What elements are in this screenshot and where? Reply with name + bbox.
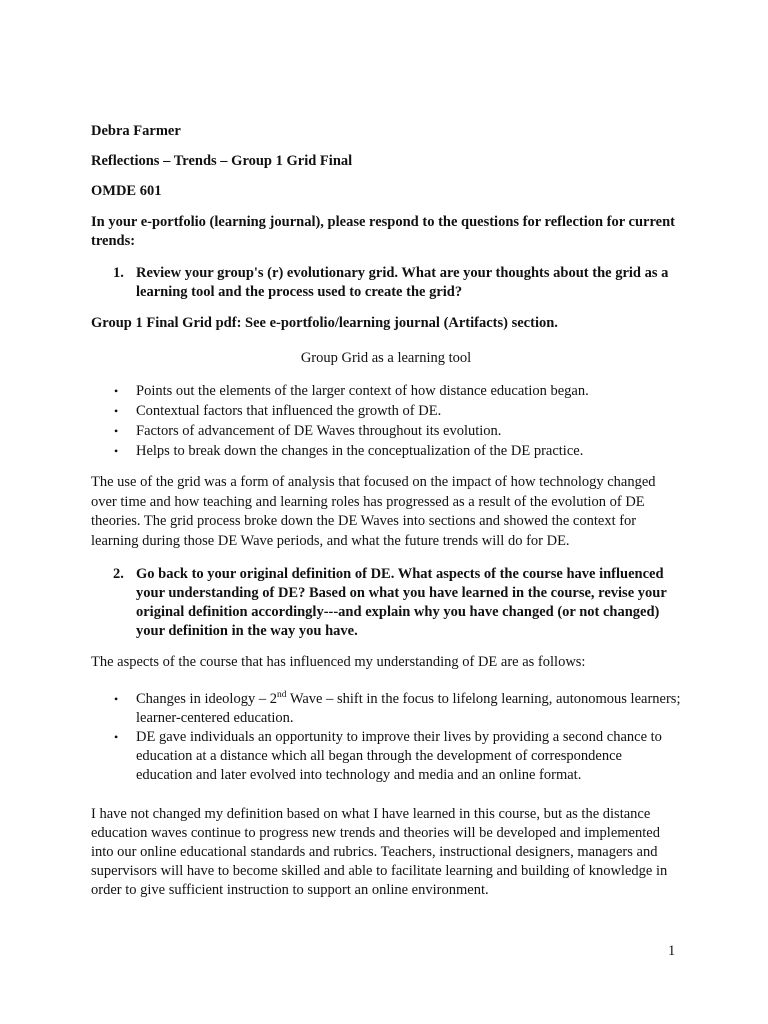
list-item [91,728,681,785]
bullet-icon: • [114,424,119,438]
assignment-prompt: In your e-portfolio (learning journal), please respond to the questions for reflection for current trends: [91,214,675,249]
wave-text-start: Changes in ideology – 2 [136,691,277,707]
bullet-icon: • [114,404,119,418]
question-number: 1. [113,265,124,281]
bullet-icon: • [114,730,119,744]
course-code: OMDE 601 [91,183,162,199]
question-list-2 [91,565,681,641]
list-item [91,381,681,401]
list-item-text: Points out the elements of the larger context of how distance education began. [136,383,589,399]
list-item-text: Contextual factors that influenced the growth of DE. [136,403,442,419]
question-number: 2. [113,566,124,582]
aspects-intro: The aspects of the course that has influenced my understanding of DE are as follows: [91,654,586,670]
closing-paragraph: I have not changed my definition based on what I have learned in this course, but as the distance education waves continue to progress new trends and theories will be developed and implemented into our online educational standards and rubrics. Teachers, instructional designers, managers and supervisors will have to become skilled and able to facilitate learning and building of knowledge in order to give sufficient instruction to support an online environment. [91,806,668,898]
grid-paragraph: The use of the grid was a form of analysis that focused on the impact of how technology changed over time and how teaching and learning roles has progressed as a result of the evolution of DE theories. The grid process broke down the DE Waves into sections and showed the context for learning during those DE Wave periods, and what the future trends will do for DE. [91,474,656,549]
author-name: Debra Farmer [91,123,181,139]
list-item-text: DE gave individuals an opportunity to improve their lives by providing a second chance to education at a distance which all began through the development of correspondence education and later evolved into technology and media and an online format. [136,729,662,783]
document-body [91,122,681,914]
question-list-1 [91,264,681,302]
document-subject: Reflections – Trends – Group 1 Grid Final [91,153,353,169]
question-1 [91,264,681,302]
list-item [91,401,681,421]
ordinal-suffix: nd [276,690,287,701]
bullet-icon: • [114,692,119,706]
page-number: 1 [668,943,676,959]
list-item [91,690,681,728]
list-item-text: Helps to break down the changes in the conceptualization of the DE practice. [136,443,584,459]
question-text: Review your group's (r) evolutionary grid. What are your thoughts about the grid as a learning tool and the process used to create the grid? [136,265,669,300]
list-item-text [136,691,680,726]
aspects-bullet-list [91,690,681,785]
list-item [91,421,681,441]
section-heading: Group Grid as a learning tool [300,350,472,366]
artifact-note: Group 1 Final Grid pdf: See e-portfolio/learning journal (Artifacts) section. [91,315,558,331]
bullet-icon: • [114,444,119,458]
question-text: Go back to your original definition of DE. What aspects of the course have influenced your understanding of DE? Based on what you have learned in the course, revise your original definition accordingly---and explain why you have changed (or not changed) your definition in the way you have. [136,566,667,639]
wave-text-end: Wave – shift in the focus to lifelong learning, autonomous learners; learner-centered education. [136,691,681,726]
list-item-text: Factors of advancement of DE Waves throughout its evolution. [136,423,502,439]
bullet-icon: • [114,384,119,398]
question-2 [91,565,681,641]
grid-bullet-list [91,381,681,461]
list-item [91,441,681,461]
